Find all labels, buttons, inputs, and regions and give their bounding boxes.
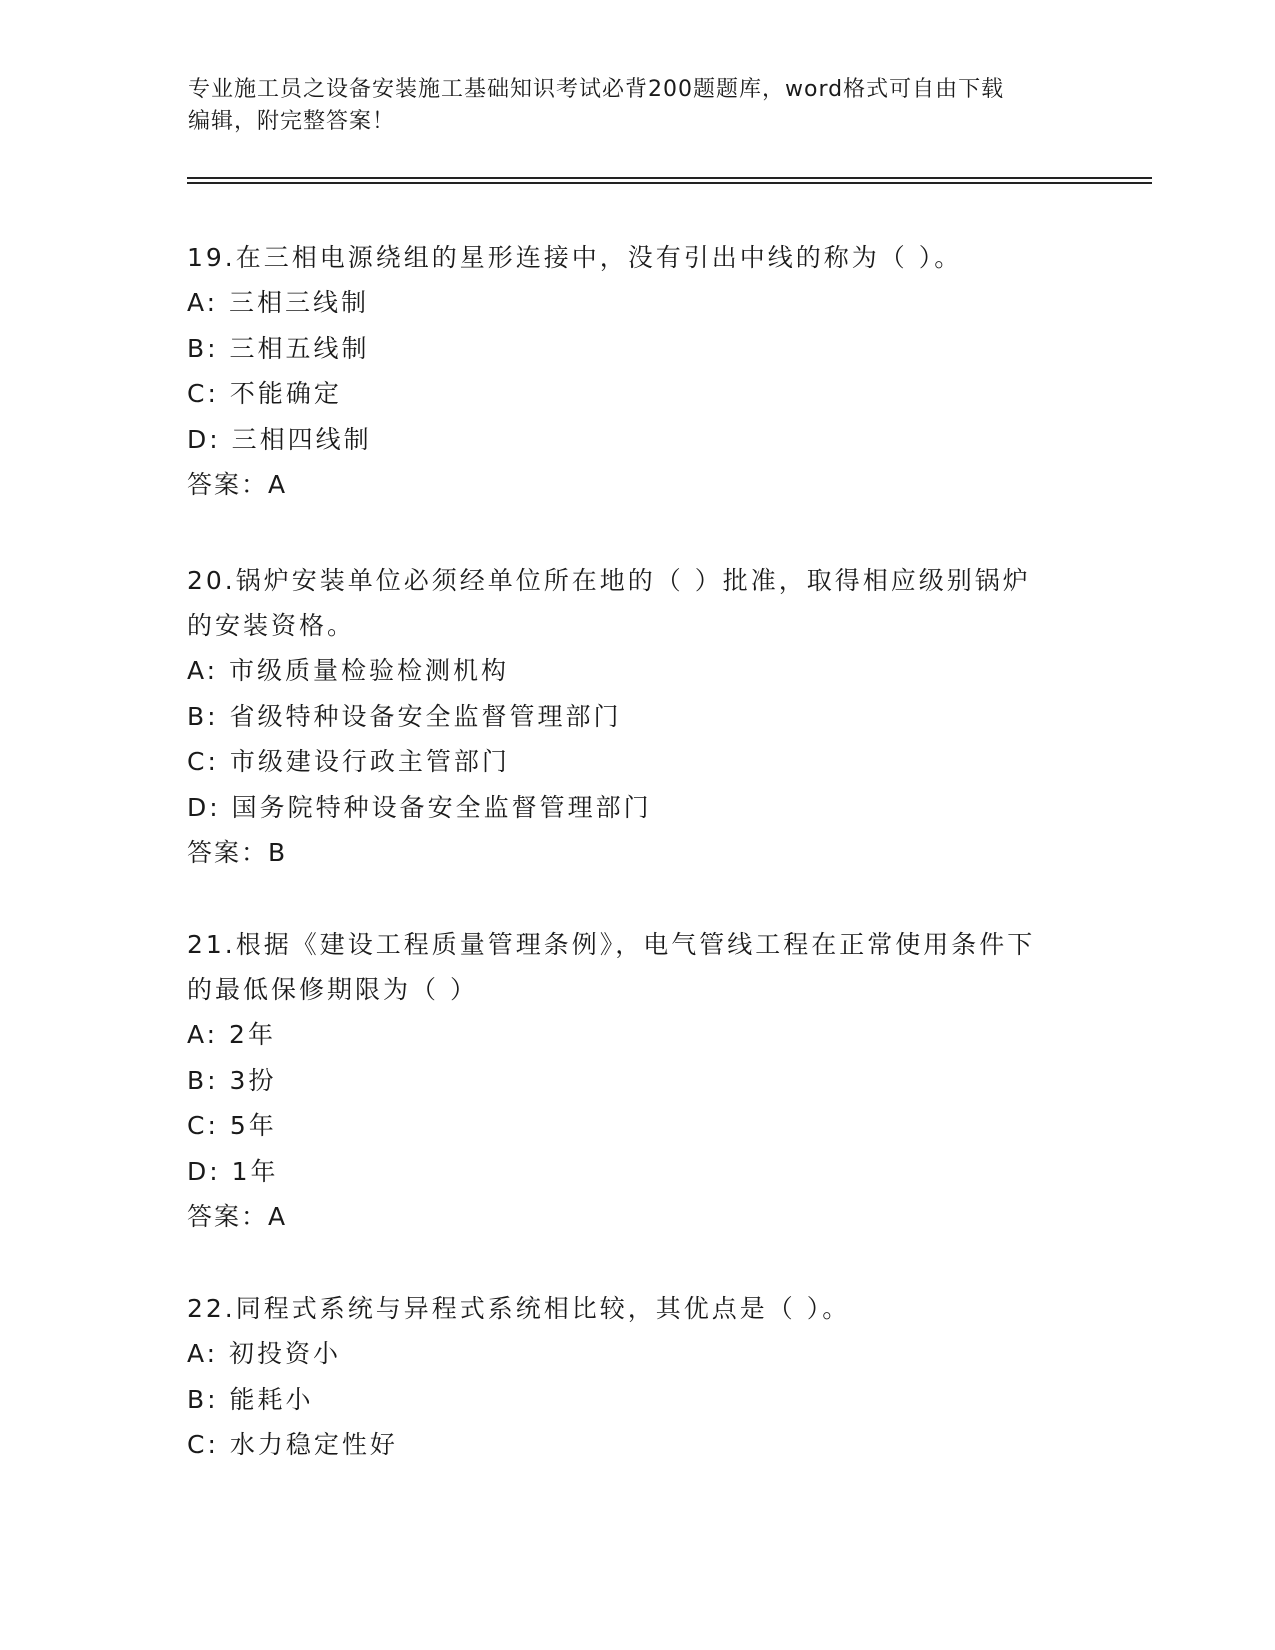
question-title: 21.根据《建设工程质量管理条例》，电气管线工程在正常使用条件下: [187, 930, 1036, 959]
option-a: A: 初投资小: [187, 1339, 342, 1368]
header-divider-top: [187, 177, 1152, 179]
question-title: 22.同程式系统与异程式系统相比较，其优点是（ ）。: [187, 1294, 851, 1323]
question-title-continued: 的安装资格。: [187, 611, 356, 640]
document-header: [188, 74, 1068, 138]
option-a: A: 三相三线制: [187, 288, 370, 317]
header-line-1: 专业施工员之设备安装施工基础知识考试必背200题题库，word格式可自由下载: [188, 77, 1005, 102]
option-d: D: 1年: [187, 1156, 279, 1186]
header-line-2: 编辑，附完整答案！: [188, 109, 396, 134]
question-19: [187, 235, 1087, 507]
option-b: B: 能耗小: [187, 1384, 314, 1414]
option-b: B: 省级特种设备安全监督管理部门: [187, 701, 622, 731]
answer: 答案：A: [187, 470, 288, 499]
option-a: A: 2年: [187, 1020, 276, 1049]
option-c: C: 水力稳定性好: [187, 1430, 398, 1459]
question-title-continued: 的最低保修期限为（ ）: [187, 975, 478, 1004]
question-20: [187, 558, 1087, 875]
option-d: D: 三相四线制: [187, 424, 372, 454]
question-title: 20.锅炉安装单位必须经单位所在地的（ ）批准，取得相应级别锅炉: [187, 566, 1031, 595]
answer: 答案：A: [187, 1202, 288, 1231]
question-22: [187, 1286, 1087, 1468]
answer: 答案：B: [187, 838, 288, 867]
option-c: C: 5年: [187, 1111, 277, 1140]
option-d: D: 国务院特种设备安全监督管理部门: [187, 792, 652, 822]
option-c: C: 不能确定: [187, 379, 342, 408]
option-b: B: 三相五线制: [187, 333, 370, 363]
question-21: [187, 922, 1087, 1239]
option-c: C: 市级建设行政主管部门: [187, 747, 510, 776]
header-divider-bottom: [187, 182, 1152, 184]
question-title: 19.在三相电源绕组的星形连接中，没有引出中线的称为（ ）。: [187, 243, 963, 272]
option-b: B: 3扮: [187, 1065, 277, 1095]
option-a: A: 市级质量检验检测机构: [187, 656, 510, 685]
